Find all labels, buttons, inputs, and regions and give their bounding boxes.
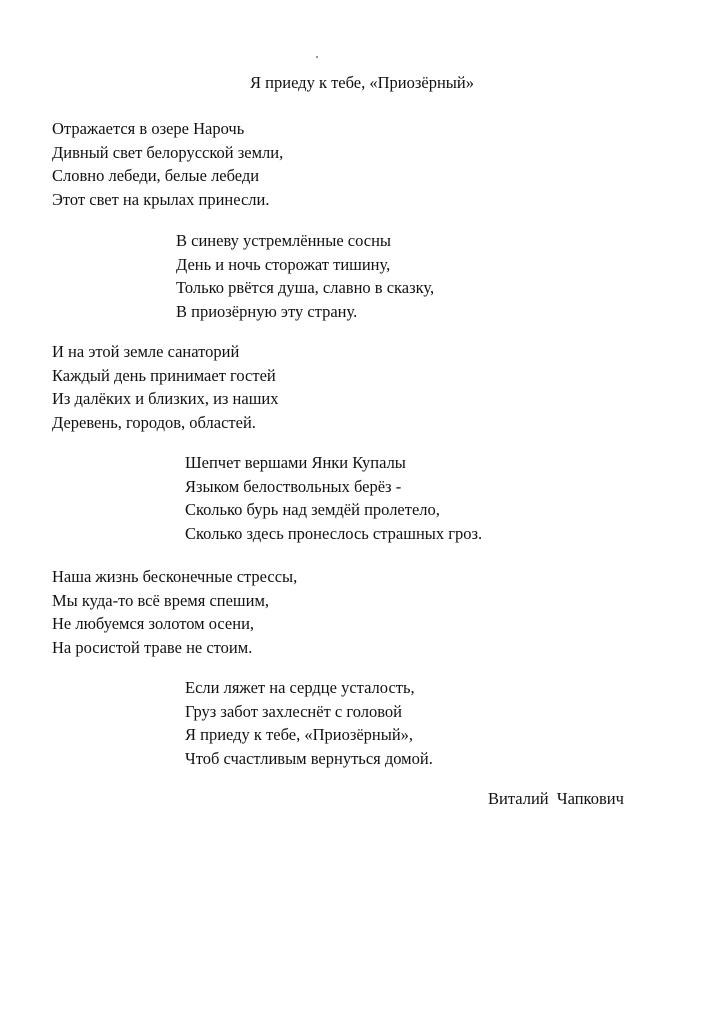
poem-line: Если ляжет на сердце усталость, bbox=[185, 678, 415, 697]
poem-line: Отражается в озере Нарочь bbox=[52, 119, 245, 138]
poem-line: На росистой траве не стоим. bbox=[52, 637, 253, 657]
poem-title: Я приеду к тебе, «Приозёрный» bbox=[250, 73, 474, 92]
poem-line: День и ночь сторожат тишину, bbox=[176, 254, 391, 274]
poem-line: Сколько бурь над земдёй пролетело, bbox=[185, 500, 440, 519]
poem-line: Шепчет вершами Янки Купалы bbox=[185, 453, 406, 472]
poem-line: Каждый день принимает гостей bbox=[52, 365, 276, 385]
poem-line: Из далёких и близких, из наших bbox=[52, 389, 279, 408]
poem-line: Наша жизнь бесконечные стрессы, bbox=[52, 567, 298, 586]
stanza-6 bbox=[185, 676, 433, 770]
poem-line: Не любуемся золотом осени, bbox=[52, 614, 255, 633]
poem-line: И на этой земле санаторий bbox=[52, 342, 240, 361]
stanza-4 bbox=[185, 451, 482, 545]
poem-line: В синеву устремлённые сосны bbox=[176, 231, 392, 250]
stanza-2 bbox=[176, 229, 434, 323]
poem-line: Деревень, городов, областей. bbox=[52, 412, 256, 432]
stanza-3 bbox=[52, 340, 278, 434]
poem-line: Сколько здесь пронеслось страшных гроз. bbox=[185, 523, 483, 543]
poem-line: Языком белоствольных берёз - bbox=[185, 476, 402, 496]
poem-line: Словно лебеди, белые лебеди bbox=[52, 166, 260, 185]
author-signature: Виталий Чапкович bbox=[488, 789, 624, 808]
poem-line: Груз забот захлеснёт с головой bbox=[185, 701, 402, 721]
poem-line: Этот свет на крылах принесли. bbox=[52, 189, 270, 209]
scan-speck bbox=[316, 56, 318, 58]
poem-line: В приозёрную эту страну. bbox=[176, 301, 358, 321]
poem-line: Дивный свет белорусской земли, bbox=[52, 142, 284, 162]
stanza-5 bbox=[52, 565, 297, 659]
poem-line: Только рвётся душа, славно в сказку, bbox=[176, 278, 435, 297]
poem-line: Я приеду к тебе, «Приозёрный», bbox=[185, 725, 414, 744]
poem-line: Чтоб счастливым вернуться домой. bbox=[185, 748, 433, 768]
stanza-1 bbox=[52, 117, 283, 211]
poem-line: Мы куда-то всё время спешим, bbox=[52, 590, 270, 610]
